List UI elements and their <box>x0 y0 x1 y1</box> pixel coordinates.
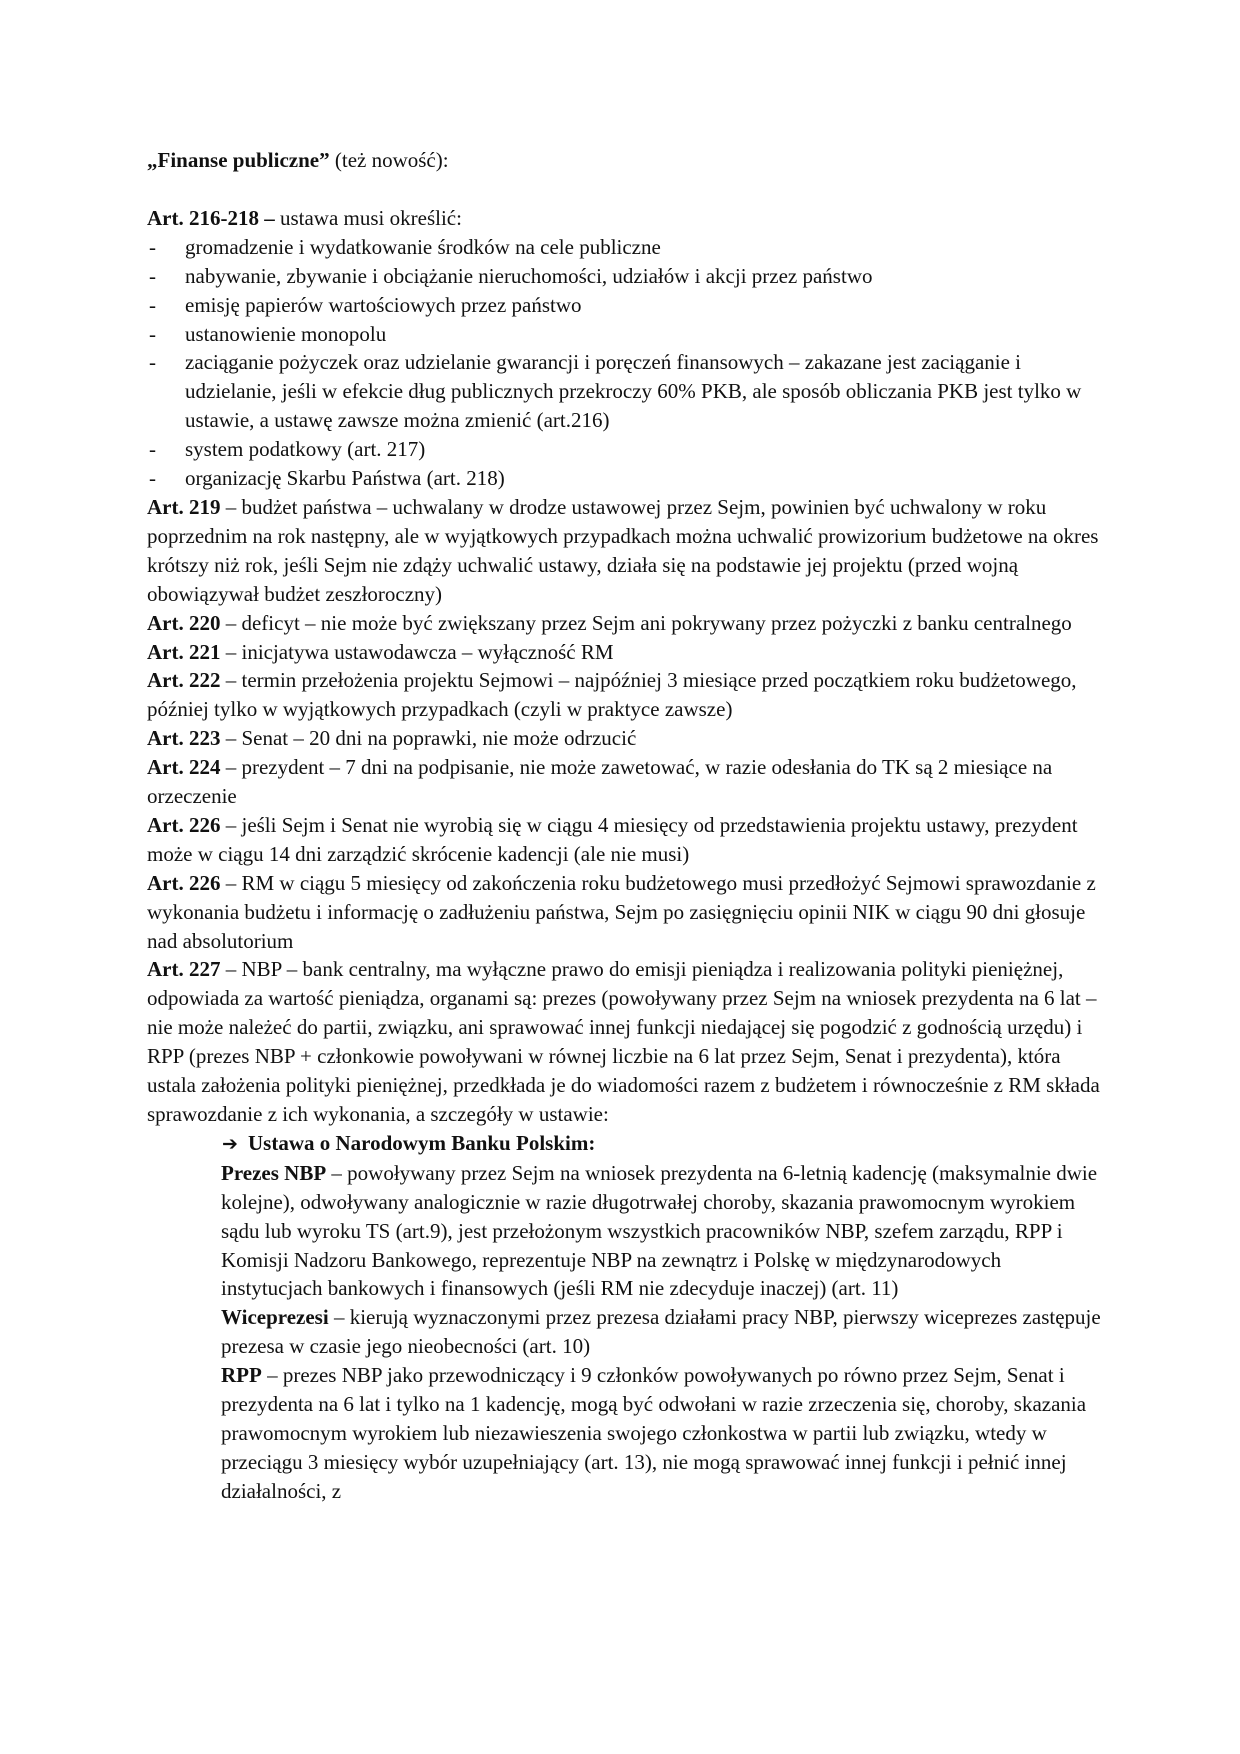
list-item: - zaciąganie pożyczek oraz udzielanie gwarancji i poręczeń finansowych – zakazane jest zaciąganie i udzielanie, jeśli w efekcie dług publicznych przekroczy 60% PKB, ale sposób obliczania PKB jest tylko w ustawie, a ustawę zawsze można zmienić (art.216) <box>147 348 1107 435</box>
article-label: Art. 216-218 – <box>147 205 275 230</box>
article-text: – jeśli Sejm i Senat nie wyrobią się w ciągu 4 miesięcy od przedstawienia projektu ustawy, prezydent może w ciągu 14 dni zarządzić skrócenie kadencji (ale nie musi) <box>147 812 1078 866</box>
article-text: ustawa musi określić: <box>274 205 462 230</box>
nbp-act-heading-text: Ustawa o Narodowym Banku Polskim: <box>248 1130 596 1155</box>
nbp-act-section <box>147 1129 1107 1506</box>
article-text: – inicjatywa ustawodawcza – wyłączność RM <box>220 639 614 664</box>
list-item: - ustanowienie monopolu <box>147 320 1107 349</box>
article-label: Art. 227 <box>147 957 221 982</box>
document-page <box>147 146 1107 1506</box>
article-paragraph <box>147 753 1107 811</box>
article-label: Art. 223 <box>147 726 221 751</box>
article-paragraph <box>147 493 1107 609</box>
nbp-entry-label: Wiceprezesi <box>221 1305 329 1330</box>
article-text: – budżet państwa – uchwalany w drodze ustawowej przez Sejm, powinien być uchwalony w roku poprzednim na rok następny, ale w wyjątkowych przypadkach można uchwalić prowizorium budżetowe na okres krótszy niż rok, jeśli Sejm nie zdąży uchwalić ustawy, działa się na podstawie jej projektu (przed wojną obowiązywał budżet zeszłoroczny) <box>147 494 1099 606</box>
list-item: - emisję papierów wartościowych przez państwo <box>147 291 1107 320</box>
article-label: Art. 226 <box>147 870 221 895</box>
list-item: - nabywanie, zbywanie i obciążanie nieruchomości, udziałów i akcji przez państwo <box>147 262 1107 291</box>
article-text: – NBP – bank centralny, ma wyłączne prawo do emisji pieniądza i realizowania polityki pieniężnej, odpowiada za wartość pieniądza, organami są: prezes (powoływany przez Sejm na wniosek prezydenta na 6 lat – nie może należeć do partii, związku, ani sprawować innej funkcji niedającej się pogodzić z godnością urzędu) i RPP (prezes NBP + członkowie powoływani w równej liczbie na 6 lat przez Sejm, Senat i prezydenta), która ustala założenia polityki pieniężnej, przedkłada je do wiadomości razem z budżetem i równocześnie z RM składa sprawozdanie z ich wykonania, a szczegóły w ustawie: <box>147 957 1100 1126</box>
section-title-bold: „Finanse publiczne” <box>147 148 330 172</box>
article-text: – deficyt – nie może być zwiększany przez Sejm ani pokrywany przez pożyczki z banku centralnego <box>220 610 1072 635</box>
article-label: Art. 222 <box>147 668 221 693</box>
article-paragraph <box>147 666 1107 724</box>
article-paragraph <box>147 955 1107 1128</box>
article-paragraph <box>147 638 1107 667</box>
nbp-entry-text: – kierują wyznaczonymi przez prezesa działami pracy NBP, pierwszy wiceprezes zastępuje prezesa w czasie jego nieobecności (art. 10) <box>221 1305 1101 1359</box>
nbp-entry <box>221 1303 1107 1361</box>
article-text: – RM w ciągu 5 miesięcy od zakończenia roku budżetowego musi przedłożyć Sejmowi sprawozdanie z wykonania budżetu i informację o zadłużeniu państwa, Sejm po zasięgnięciu opinii NIK w ciągu 90 dni głosuje nad absolutorium <box>147 870 1096 953</box>
article-label: Art. 226 <box>147 812 221 837</box>
article-text: – termin przełożenia projektu Sejmowi – najpóźniej 3 miesiące przed początkiem roku budżetowego, później tylko w wyjątkowych przypadkach (czyli w praktyce zawsze) <box>147 668 1077 722</box>
nbp-act-heading <box>221 1129 1107 1159</box>
article-paragraph <box>147 609 1107 638</box>
nbp-entry <box>221 1159 1107 1304</box>
list-item: - system podatkowy (art. 217) <box>147 435 1107 464</box>
article-text: – prezydent – 7 dni na podpisanie, nie może zawetować, w razie odesłania do TK są 2 miesiące na orzeczenie <box>147 755 1053 809</box>
section-title-rest: (też nowość): <box>329 148 449 172</box>
arrow-right-icon: ➔ <box>222 1132 238 1155</box>
art216-list <box>147 233 1107 493</box>
article-label: Art. 219 <box>147 494 221 519</box>
article-paragraph <box>147 724 1107 753</box>
list-item: - organizację Skarbu Państwa (art. 218) <box>147 464 1107 493</box>
article-216-218 <box>147 204 1107 233</box>
nbp-entry-label: Prezes NBP <box>221 1160 327 1185</box>
nbp-entry-text: – powoływany przez Sejm na wniosek prezydenta na 6-letnią kadencję (maksymalnie dwie kolejne), odwoływany analogicznie w razie długotrwałej choroby, skazania prawomocnym wyrokiem sądu lub wyroku TS (art.9), jest przełożonym wszystkich pracowników NBP, szefem zarządu, RPP i Komisji Nadzoru Bankowego, reprezentuje NBP na zewnątrz i Polskę w międzynarodowych instytucjach bankowych i finansowych (jeśli RM nie zdecyduje inaczej) (art. 11) <box>221 1160 1098 1301</box>
nbp-entry-label: RPP <box>221 1363 262 1388</box>
section-title <box>147 146 1107 175</box>
nbp-entry <box>221 1361 1107 1506</box>
spacer <box>147 175 1107 204</box>
article-paragraph <box>147 869 1107 956</box>
list-item: - gromadzenie i wydatkowanie środków na cele publiczne <box>147 233 1107 262</box>
nbp-entry-text: – prezes NBP jako przewodniczący i 9 członków powoływanych po równo przez Sejm, Senat i prezydenta na 6 lat i tylko na 1 kadencję, mogą być odwołani w razie zrzeczenia się, choroby, skazania prawomocnym wyrokiem lub niezawieszenia swojego członkostwa w partii lub związku, wtedy w przeciągu 3 miesięcy wybór uzupełniający (art. 13), nie mogą sprawować innej funkcji i pełnić innej działalności, z <box>221 1363 1087 1503</box>
article-label: Art. 221 <box>147 639 221 664</box>
article-label: Art. 220 <box>147 610 221 635</box>
article-text: – Senat – 20 dni na poprawki, nie może odrzucić <box>220 726 637 751</box>
article-paragraph <box>147 811 1107 869</box>
article-label: Art. 224 <box>147 755 221 780</box>
